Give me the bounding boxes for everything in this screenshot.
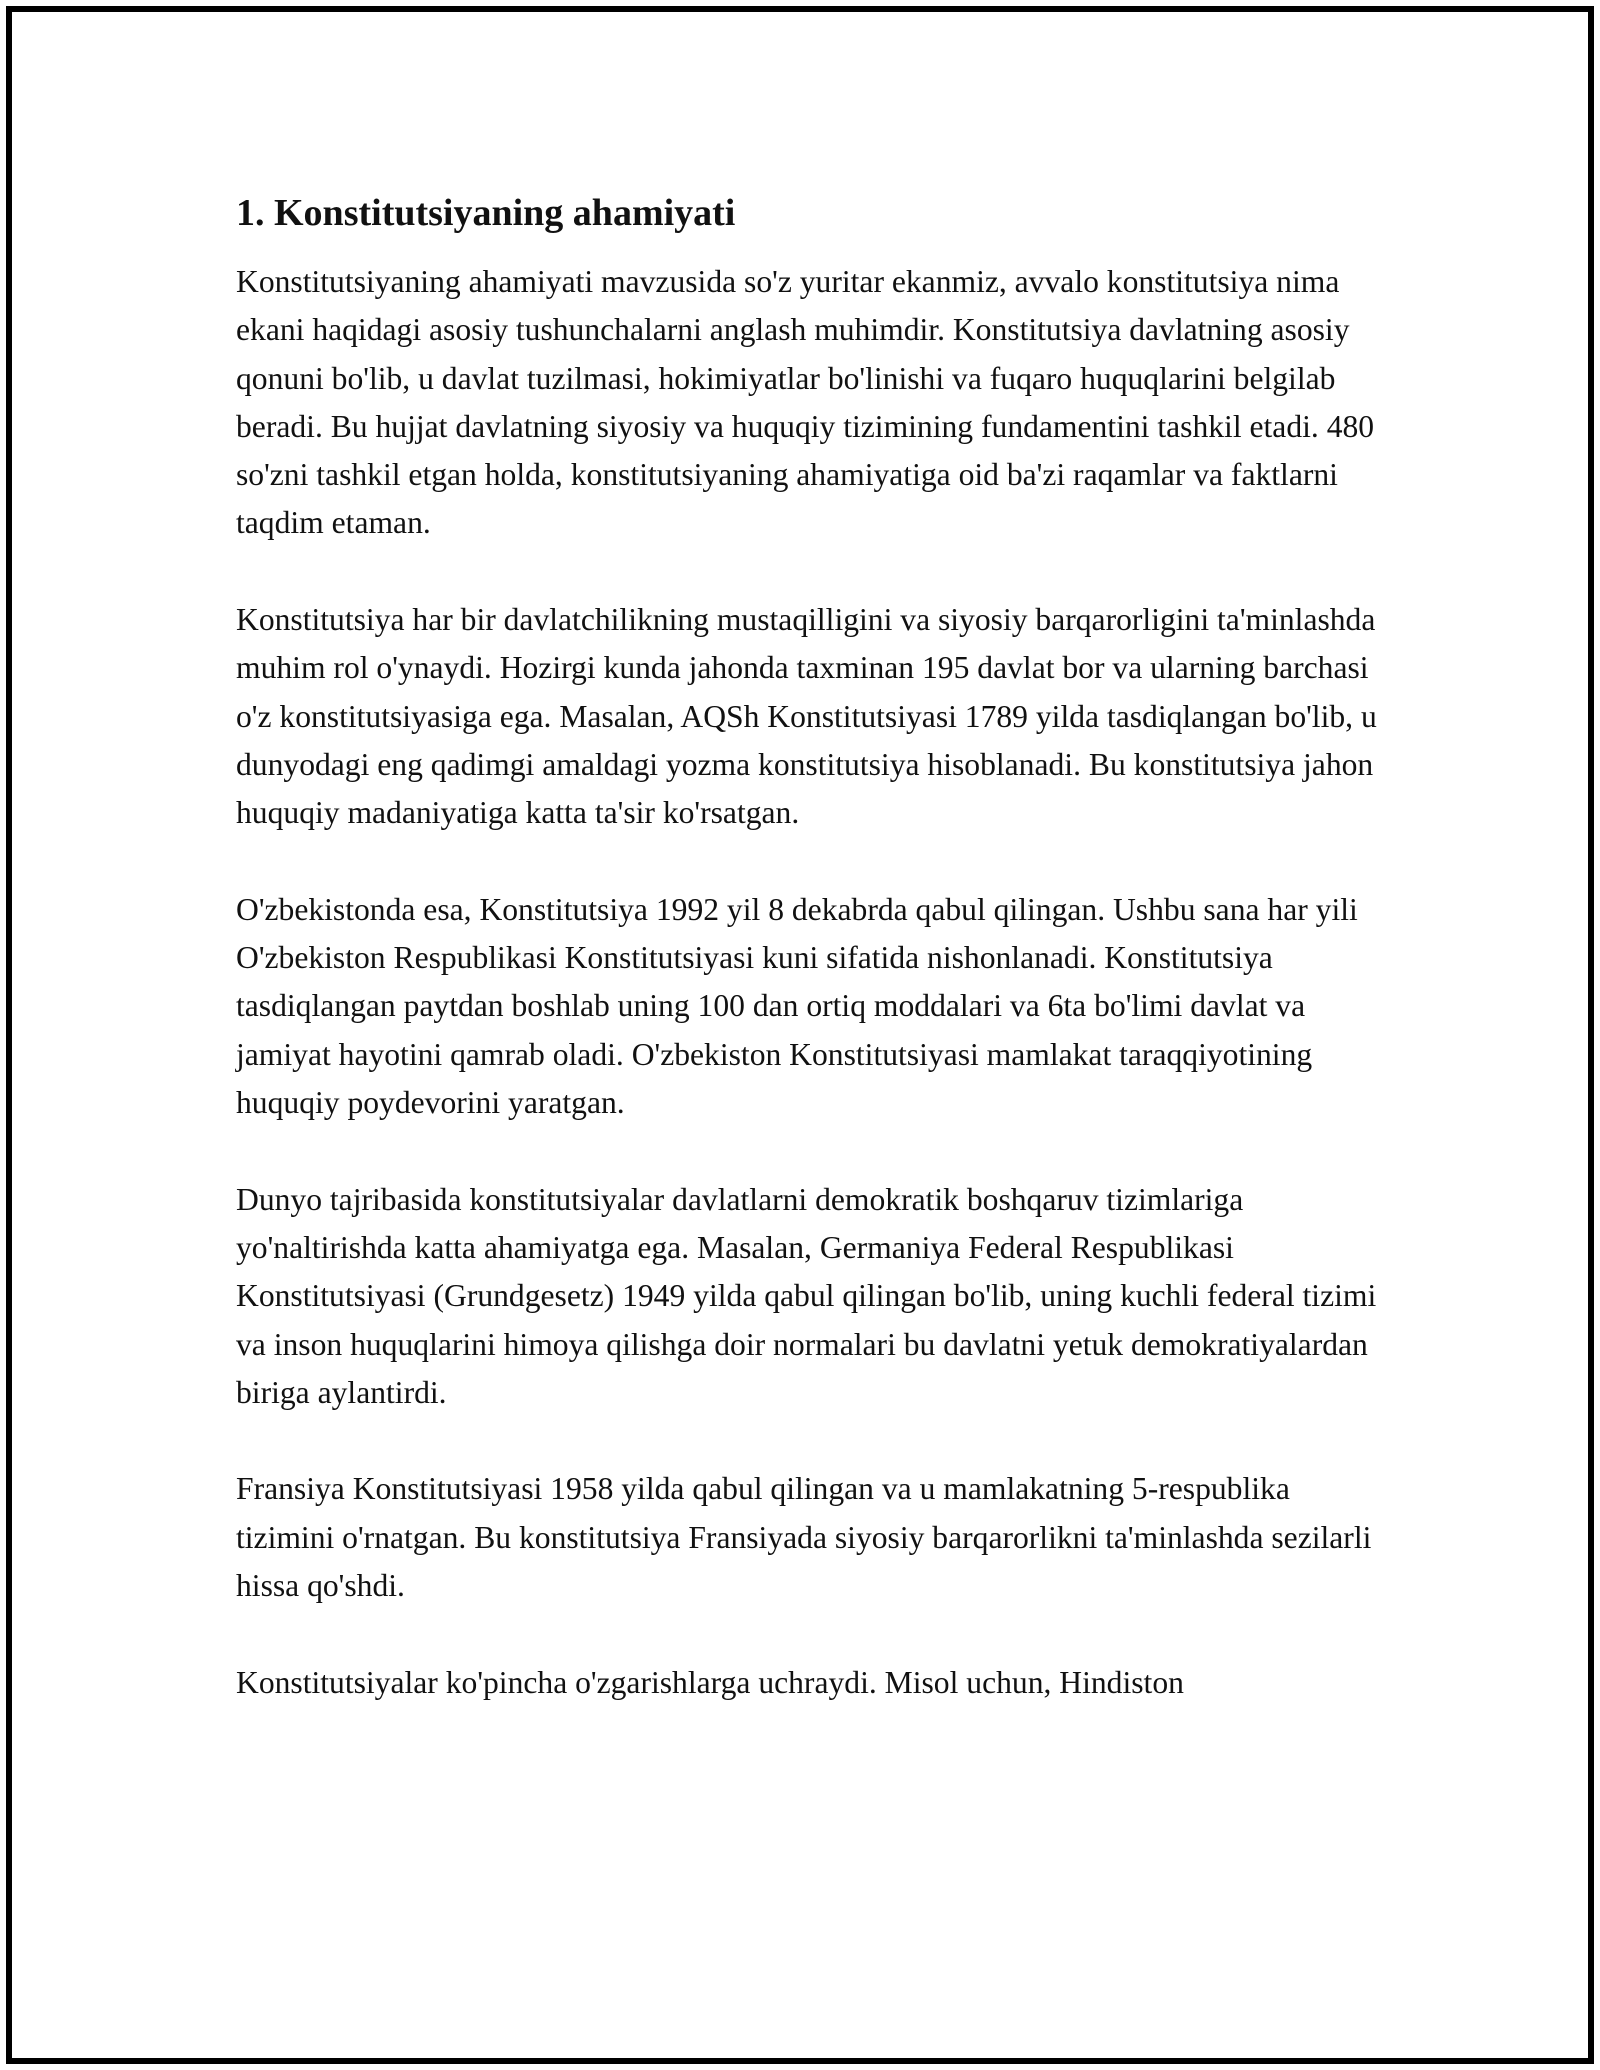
paragraph-intro: Konstitutsiyaning ahamiyati mavzusida so'z yuritar ekanmiz, avvalo konstitutsiya nima ekani haqidagi asosiy tushunchalarni anglash muhimdir. Konstitutsiya davlatning asosiy qonuni bo'lib, u davlat tuzilmasi, hokimiyatlar bo'linishi va fuqaro huquqlarini belgilab beradi. Bu hujjat davlatning siyosiy va huquqiy tizimining fundamentini tashkil etadi. 480 so'zni tashkil etgan holda, konstitutsiyaning ahamiyatiga oid ba'zi raqamlar va faktlarni taqdim etaman.	[236, 264, 1375, 541]
paragraph-changes: Konstitutsiyalar ko'pincha o'zgarishlarga uchraydi. Misol uchun, Hindiston	[236, 1664, 1184, 1700]
document-body	[236, 188, 1386, 1755]
paragraph-germany: Dunyo tajribasida konstitutsiyalar davlatlarni demokratik boshqaruv tizimlariga yo'naltirishda katta ahamiyatga ega. Masalan, Germaniya Federal Respublikasi Konstitutsiyasi (Grundgesetz) 1949 yilda qabul qilingan bo'lib, uning kuchli federal tizimi va inson huquqlarini himoya qilishga doir normalari bu davlatni yetuk demokratiyalardan biriga aylantirdi.	[236, 1181, 1377, 1410]
paragraph-uzbekistan: O'zbekistonda esa, Konstitutsiya 1992 yil 8 dekabrda qabul qilingan. Ushbu sana har yili O'zbekiston Respublikasi Konstitutsiyasi kuni sifatida nishonlanadi. Konstitutsiya tasdiqlangan paytdan boshlab uning 100 dan ortiq moddalari va 6ta bo'limi davlat va jamiyat hayotini qamrab oladi. O'zbekiston Konstitutsiyasi mamlakat taraqqiyotining huquqiy poydevorini yaratgan.	[236, 891, 1358, 1121]
paragraph-france: Fransiya Konstitutsiyasi 1958 yilda qabul qilingan va u mamlakatning 5-respublika tizimini o'rnatgan. Bu konstitutsiya Fransiyada siyosiy barqarorlikni ta'minlashda sezilarli hissa qo'shdi.	[236, 1471, 1372, 1604]
paragraph-independence: Konstitutsiya har bir davlatchilikning mustaqilligini va siyosiy barqarorligini ta'minlashda muhim rol o'ynaydi. Hozirgi kunda jahonda taxminan 195 davlat bor va ularning barchasi o'z konstitutsiyasiga ega. Masalan, AQSh Konstitutsiyasi 1789 yilda tasdiqlangan bo'lib, u dunyodagi eng qadimgi amaldagi yozma konstitutsiya hisoblanadi. Bu konstitutsiya jahon huquqiy madaniyatiga katta ta'sir ko'rsatgan.	[236, 602, 1377, 831]
section-heading: 1. Konstitutsiyaning ahamiyati	[236, 192, 736, 234]
